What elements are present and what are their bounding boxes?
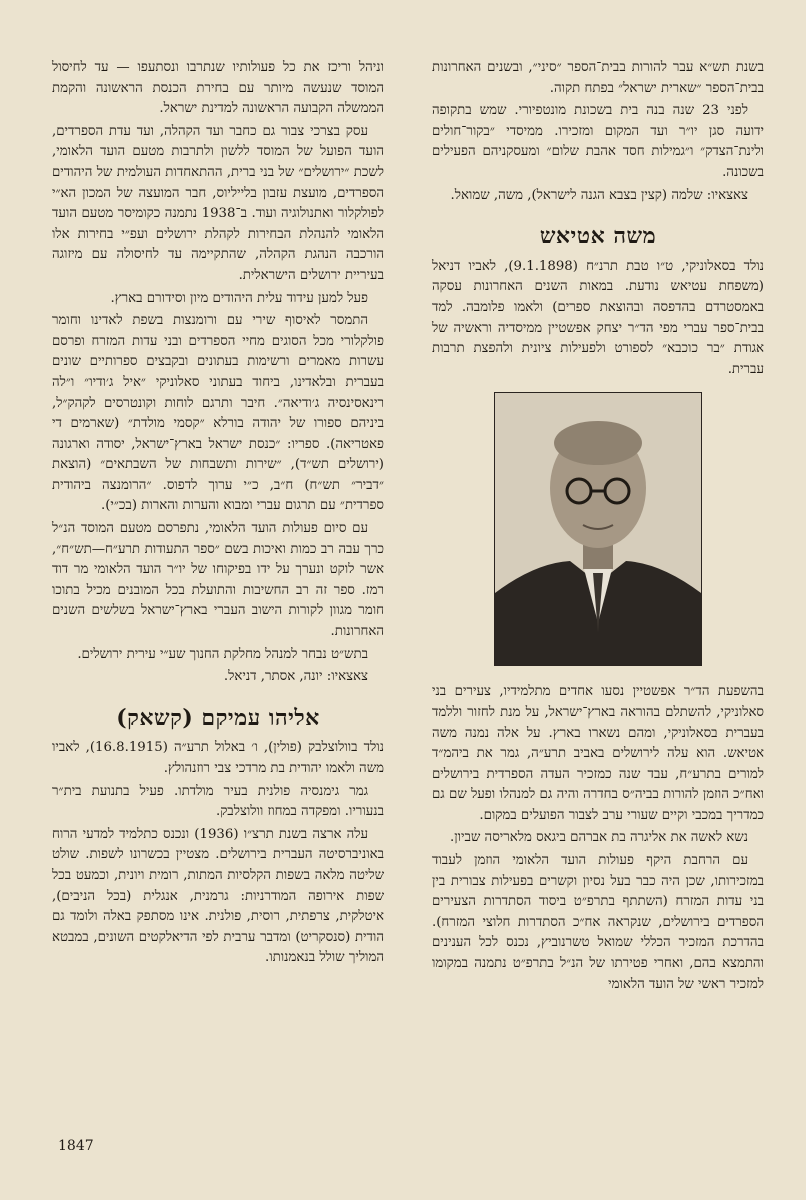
text-paragraph: נשא לאשה את אליגרה בת אברהם ביגאס מלאריסה שביון.	[450, 830, 748, 846]
left-column	[52, 58, 384, 971]
text-paragraph: בתש״ט נבחר למנהל מחלקת החנוך שע״י עירית ירושלים.	[77, 646, 368, 662]
text-paragraph: פעל למען עידוד עלית היהודים מיון וסידורם בארץ.	[110, 290, 368, 306]
text-paragraph: התמסר לאיסוף שירי עם ורומנצות בשפת לאדינו וחומר פולקלורי מכל הסוגים מחיי הספרדים ובני עדות המזרח ופרסם עשרות מאמרים ורשימות בעתונים ובקבצים ספרותיים שונים בעברית ובלאדינו, ביחוד בעתוני סאלוניקי ״איל ג׳ודיו״ ו״לה רינאסינסיה ג׳ודיאה״. חיבר ותרגם לוחות וקונטרסים לקהק״ל, ביניהם ספורו של יהודה בורלא ״קסמי מולדת״ (שארמים די פאטריאה). ספריו: ״כנסת ישראל בארץ־ישראל, יסודה וארגונה (ירושלים תש״ד), ״שירות ותשבחות של השבתאים״ (הוצאת ״דביר״ תש״ח) ח״ב, כ״י ערוך לדפוס. ״הרומנצה ביהודית ספרדית״ עם תרגום עברי ומבוא והערות והארות (בכ״י).	[52, 313, 384, 514]
text-paragraph: עם הרחבת היקף פעולות הועד הלאומי הוזמן לעבוד במזכירותו, שכן היה כבר בעל נסיון וקשרים בפעילות צבורית בין בני עדות המזרח (השתתף בתרפ״ט ביסוד הסתדרות הצעירים הספרדים בירושלים, שנקראה אח״כ הסתדרות חלוצי המזרח). בהדרכת המזכיר הכללי שמואל טשרנוביץ, נכנס לכל הענינים והתמצא בהם, ואחרי פטירתו של הנ״ל בתרפ״ט נתמנה במקומו למזכיר ראשי של הועד הלאומי	[432, 853, 764, 992]
offspring-line: צאצאיו: יונה, אסתר, דניאל.	[223, 669, 368, 685]
offspring-line: צאצאיו: שלמה (קצין בצבא הגנה לישראל), משה, שמואל.	[450, 187, 748, 203]
page-number: 1847	[58, 1138, 94, 1154]
text-paragraph: נולד בוולוצלבק (פולין), ו׳ באלול תרע״ה (16.8.1915), לאביו משה ולאמו יהודית בת מרדכי צבי רוזנהולץ.	[52, 740, 384, 776]
right-column	[432, 58, 764, 997]
text-paragraph: בשנת תש״א עבר להורות בבית־הספר ״סיני״, ובשנים האחרונות בבית־הספר ״שארית ישראל״ בפתח תקוה.	[432, 60, 764, 96]
text-paragraph: עלה ארצה בשנת תרצ״ו (1936) ונכנס כתלמיד למדעי הרוח באוניברסיטה העברית בירושלים. מצטיין בכשרונו לשפות. שולט שליטה מלאה בשפות הקלסיות המתות, רומית ויונית, וכמעט בכל שפות אירופה המודרניות: גרמנית, אנגלית (בכל הניבים), איטלקית, צרפתית, רוסית, פולנית. אינו מסתפק באלה ולומד גם הודית (סנסקריט) ומדבר ערבית לפי הדיאלקטים השונים, במבטא המוליך שולל בנאמנותו.	[52, 826, 384, 966]
text-paragraph: נולד בסאלוניקי, ט״ו טבת תרנ״ח (9.1.1898), לאביו דניאל (משפחת עטיאש נודעת. במאות השנים האחרונות עסקה באמסטרדם בהדפסה ובהוצאת ספרים) ולאמו פלומבה. למד בבית־ספר עברי מפי הד״ר יצחק אפשטיין ממיסדיה וראשיה של אגודת ״בר כוכבא״ לספורט ולפעילות ציונית ולהפצת תרבות עברית.	[432, 258, 764, 377]
entry-heading: משה אטיאש	[539, 223, 657, 250]
text-paragraph: בהשפעת הד״ר אפשטיין נסעו אחדים מתלמידיו, צעירים בני סאלוניקי, להשתלם בהוראה בארץ־ישראל, על מנת לחזור וללמד בעברית בסאלוניקי, ומהם נשארו בארץ. על אלה נמנה משה אטיאש. הוא עלה לירושלים באביב תרע״ה, גמר את ביהמ״ד למורים בתרע״ח, עבד שנה כמזכיר העדה הספרדית בירושלים ואח״כ הוזמן להורות בביה״ס בחדרה והיה גם למנהלו ופעל שם גם כמדריך במכבי וקיים שעורי ערב לצבור הפועלים במקום.	[432, 684, 764, 823]
portrait-photo	[494, 392, 702, 666]
text-paragraph: עסק בצרכי צבור גם כחבר ועד הקהלה, ועד עדת הספרדים, הועד הפועל של המוסד ללשון ולתרבות מטעם הועד הלאומי, לשכת ״ירושלים״ של בני ברית, ההתאחדות העולמית של היהודים הספרדים, מועצת עזבון בלייליוס, חבר המועצה של המכון הא״י לפולקלור ואתנולוגיה ועוד. ב־1938 נתמנה כקומיסר מטעם הועד הלאומי להנהלת הבחירות לקהלת ירושלים ועפ״י בחירות אלו הורכבה הנהגת הקהלה, שהתקיימה עד לחיסולה עם מיזוגה בעיריית ירושלים הישראלית.	[52, 123, 384, 283]
text-paragraph: לפני 23 שנה בנה בית בשכונת מונטפיורי. שמש בתקופה ידועה סגן יו״ר ועד המקום ומזכירו. ממיסדי ״בקור־חולים ולינת־הצדק״ ו״גמילות חסד אהבת שלום״ ומעסקניהם הפעילים בשכונה.	[432, 103, 764, 180]
entry-heading: אליהו עמיקם (קשאק)	[116, 704, 320, 731]
text-paragraph: וניהל וריכז את כל פעולותיו שנתרבו ונסתעפו — עד לחיסול המוסד שנעשה מיותר עם בחירת הכנסת הראשונה והקמת הממשלה הקבועה הראשונה למדינת ישראל.	[52, 60, 384, 117]
text-paragraph: עם סיום פעולות הועד הלאומי, נתפרסם מטעם המוסד הנ״ל כרך עבה רב כמות ואיכות בשם ״ספר התעודות תרע״ח—תש״ח״, אשר לוקט ונערך על ידו בפיקוחו של יו״ר הועד הלאומי מר דוד רמז. ספר זה רב החשיבות והתועלת בכל המובנים מכיל בתוכו חומר מגוון לקורות הישוב העברי בארץ־ישראל בשלשים השנים האחרונות.	[52, 521, 384, 640]
text-paragraph: גמר גימנסיה פולנית בעיר מולדתו. פעיל בתנועת בית״ר בנעוריו. ומפקדה במחוז וולוצלבק.	[52, 783, 384, 820]
portrait-image	[495, 393, 701, 665]
